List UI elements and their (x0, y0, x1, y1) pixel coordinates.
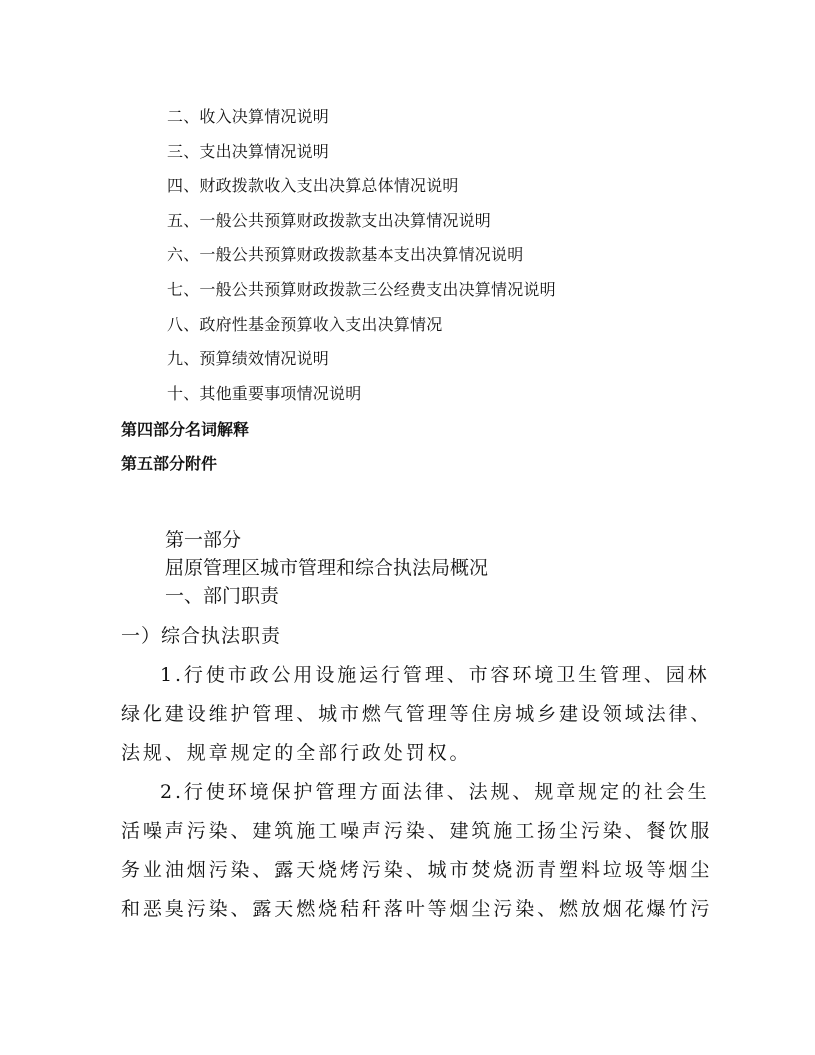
toc-item: 八、政府性基金预算收入支出决算情况 (167, 315, 443, 334)
paragraph-line: 绿化建设维护管理、城市燃气管理等住房城乡建设领域法律、 (121, 703, 713, 725)
toc-part-heading: 第五部分附件 (121, 454, 218, 473)
section-title: 屈原管理区城市管理和综合执法局概况 (165, 557, 489, 579)
paragraph-line: 和恶臭污染、露天燃烧秸秆落叶等烟尘污染、燃放烟花爆竹污 (121, 898, 713, 920)
toc-item: 五、一般公共预算财政拨款支出决算情况说明 (167, 211, 492, 230)
toc-part-heading: 第四部分名词解释 (121, 420, 250, 439)
toc-item: 六、一般公共预算财政拨款基本支出决算情况说明 (167, 245, 524, 264)
toc-item: 九、预算绩效情况说明 (167, 349, 330, 368)
toc-item: 三、支出决算情况说明 (167, 142, 330, 161)
paragraph-line: 务业油烟污染、露天烧烤污染、城市焚烧沥青塑料垃圾等烟尘 (121, 859, 713, 881)
subsection-heading: 一、部门职责 (165, 585, 280, 607)
duty-subheading: 一）综合执法职责 (121, 625, 282, 647)
toc-item: 二、收入决算情况说明 (167, 107, 330, 126)
toc-item: 七、一般公共预算财政拨款三公经费支出决算情况说明 (167, 280, 556, 299)
toc-item: 十、其他重要事项情况说明 (167, 384, 362, 403)
toc-item: 四、财政拨款收入支出决算总体情况说明 (167, 176, 459, 195)
paragraph-line: 法规、规章规定的全部行政处罚权。 (121, 742, 472, 764)
part-label: 第一部分 (165, 529, 242, 551)
paragraph-line: 1.行使市政公用设施运行管理、市容环境卫生管理、园林 (160, 664, 710, 686)
paragraph-line: 2.行使环境保护管理方面法律、法规、规章规定的社会生 (160, 781, 710, 803)
paragraph-line: 活噪声污染、建筑施工噪声污染、建筑施工扬尘污染、餐饮服 (121, 820, 713, 842)
